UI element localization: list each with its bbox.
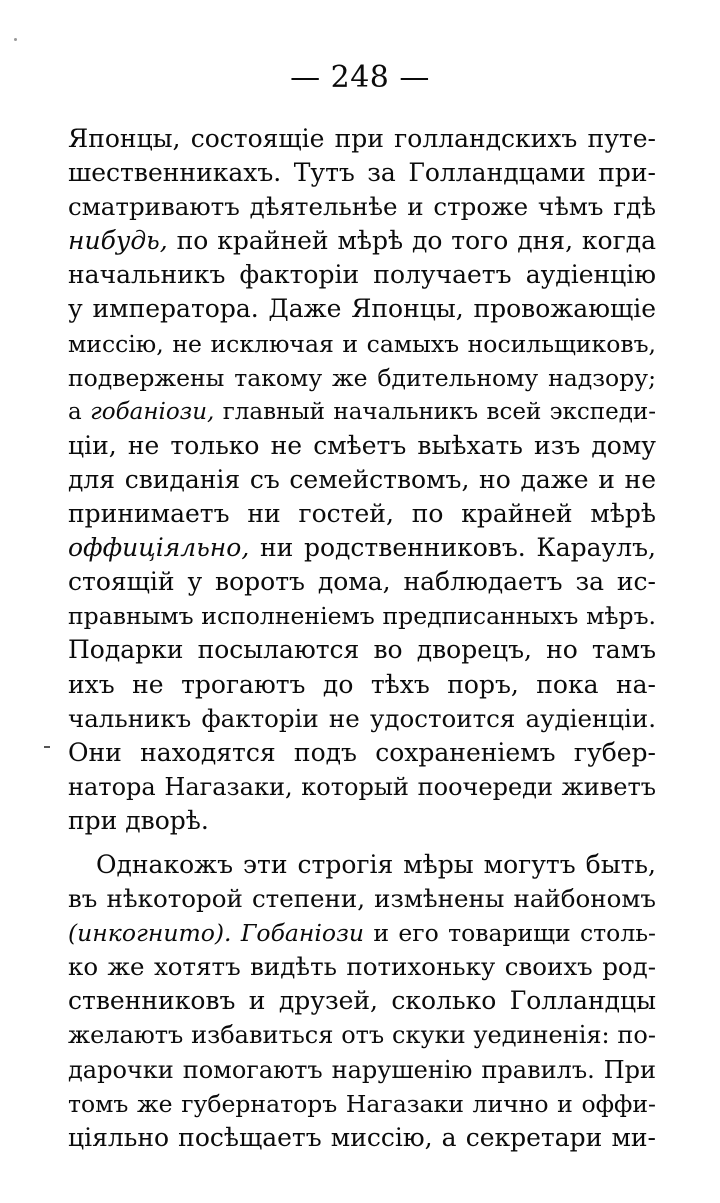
text-run: по крайней мѣрѣ до того дня, когда (167, 226, 656, 256)
text-line (68, 531, 656, 565)
text-line: ціи, не только не смѣетъ выѣхать изъ дому (68, 430, 656, 460)
text-line: правнымъ исполненіемъ предписанныхъ мѣръ. (68, 602, 656, 631)
text-line: желаютъ избавиться отъ скуки уединенія: по- (68, 1021, 656, 1050)
page-number: — 248 — (290, 60, 430, 95)
text-line (68, 395, 656, 429)
text-run: и его товарищи столь- (364, 919, 656, 948)
italic-phrase: (инкогнито). (68, 919, 232, 948)
text-line: дарочки помогаютъ нарушенію правилъ. При (68, 1055, 656, 1084)
text-line: натора Нагазаки, который поочереди живетъ (68, 772, 656, 801)
text-line (68, 224, 656, 258)
italic-phrase: нибудь, (68, 226, 168, 256)
text-line (68, 916, 656, 950)
text-line: подвержены такому же бдительному надзору; (68, 363, 656, 392)
text-line: для свиданія съ семействомъ, но даже и не (68, 464, 656, 494)
text-line: ціяльно посѣщаетъ миссію, а секретари ми- (68, 1122, 656, 1152)
margin-mark (44, 746, 50, 748)
text-line: при дворѣ. (68, 805, 209, 835)
text-line: Подарки посылаются во дворецъ, но тамъ (68, 635, 656, 665)
italic-term: оффиціяльно, (68, 533, 250, 563)
text-line: принимаетъ ни гостей, по крайней мѣрѣ (68, 499, 656, 529)
text-line: ко же хотятъ видѣть потихоньку своихъ род- (68, 952, 656, 982)
paragraph-2 (68, 848, 656, 1155)
text-line: чальникъ факторіи не удостоится аудіенціи. (68, 703, 656, 733)
text-line: Однакожъ эти строгія мѣры могутъ быть, (96, 849, 656, 879)
text-line: въ нѣкоторой степени, измѣнены найбономъ (68, 884, 656, 914)
paragraph-gap (68, 838, 656, 848)
text-run: а (68, 398, 91, 425)
text-line: Они находятся подъ сохраненіемъ губер- (68, 737, 656, 767)
text-line: начальникъ факторіи получаетъ аудіенцію (68, 260, 656, 290)
body-text (68, 122, 656, 1155)
text-line: у императора. Даже Японцы, провожающіе (68, 294, 656, 324)
text-line: ихъ не трогаютъ до тѣхъ поръ, пока на- (68, 669, 656, 699)
text-run: ни родственниковъ. Караулъ, (249, 533, 656, 563)
text-line: томъ же губернаторъ Нагазаки лично и оффи- (68, 1089, 656, 1118)
text-line: сматриваютъ дѣятельнѣе и строже чѣмъ гдѣ (68, 192, 656, 222)
text-line: шественникахъ. Тутъ за Голландцами при- (68, 158, 656, 188)
text-line: ственниковъ и друзей, сколько Голландцы (68, 986, 656, 1016)
text-line: миссію, не исключая и самыхъ носильщиковъ, (68, 329, 656, 358)
italic-term: гобаніози, (90, 398, 215, 425)
page-speck (14, 38, 17, 41)
text-run: главный начальникъ всей экспеди- (214, 398, 656, 425)
paragraph-1 (68, 122, 656, 838)
italic-term: Гобаніози (231, 919, 365, 948)
text-line: стоящій у воротъ дома, наблюдаетъ за ис- (68, 567, 656, 597)
text-line: Японцы, состоящіе при голландскихъ путе- (68, 124, 656, 153)
